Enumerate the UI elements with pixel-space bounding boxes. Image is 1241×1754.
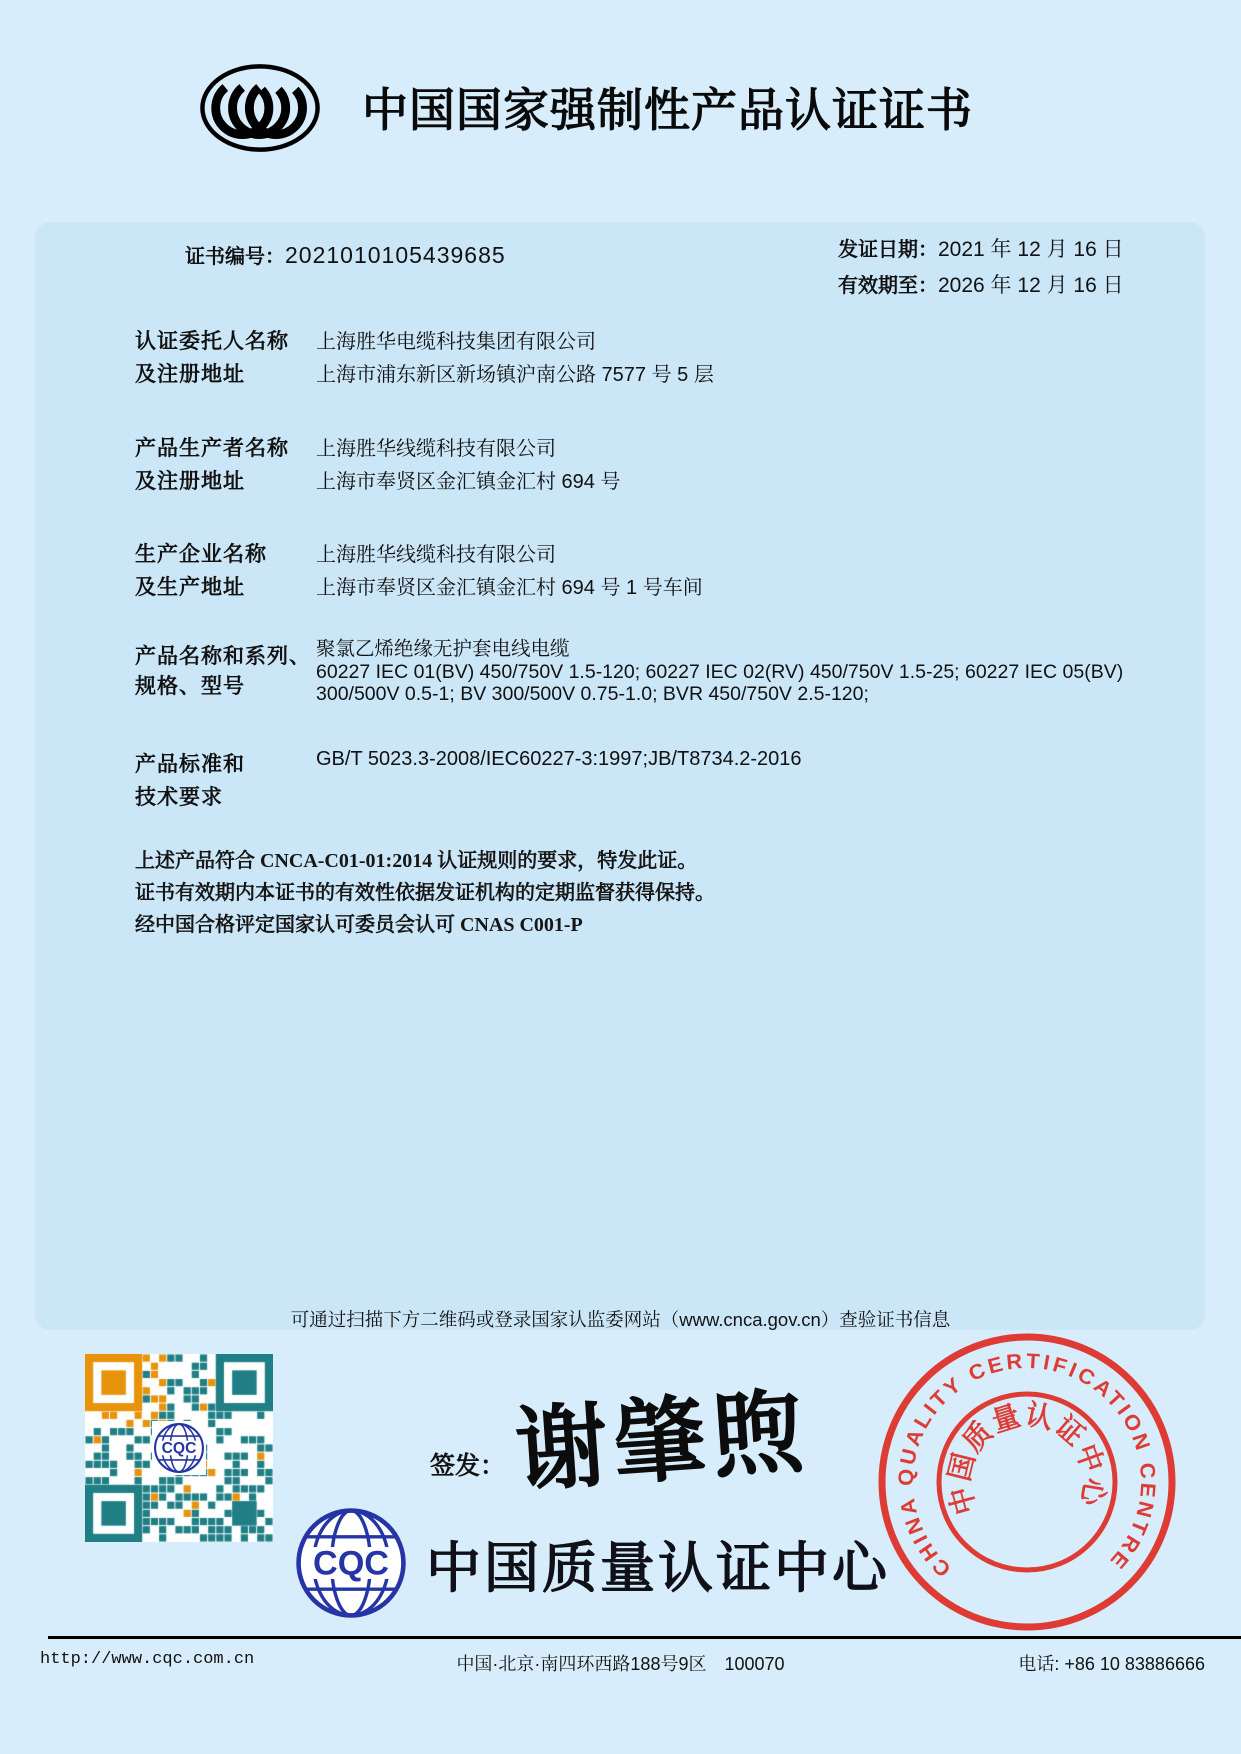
product-name-label: 产品名称和系列、 [135, 645, 311, 668]
manufacturer-address-label: 及生产地址 [135, 576, 245, 599]
applicant-address-label: 及注册地址 [135, 363, 245, 386]
footer-phone: 电话: +86 10 83886666 [1018, 1654, 1205, 1674]
seal-ring-text: CHINA QUALITY CERTIFICATION CENTRE [894, 1349, 1160, 1581]
product-spec-label: 规格、型号 [135, 675, 245, 698]
issue-date-value: 2021 年 12 月 16 日 [938, 238, 1124, 261]
manufacturer-address-value: 上海市奉贤区金汇镇金汇村 694 号 1 号车间 [316, 577, 703, 599]
svg-text:CHINA QUALITY CERTIFICATION CE [895, 1350, 1160, 1581]
applicant-address-value: 上海市浦东新区新场镇沪南公路 7577 号 5 层 [316, 364, 714, 386]
manufacturer-name-value: 上海胜华线缆科技有限公司 [316, 544, 556, 566]
expiry-date-label: 有效期至： [838, 275, 938, 297]
seal-inner-text: 中国质量认证中心 [943, 1398, 1111, 1518]
statement-line-2: 证书有效期内本证书的有效性依据发证机构的定期监督获得保持。 [135, 882, 715, 904]
standard-label-line2: 技术要求 [135, 786, 223, 809]
product-models [316, 638, 1168, 706]
signature-handwritten: 谢肇煦 [512, 1376, 813, 1506]
standard-value: GB/T 5023.3-2008/IEC60227-3:1997;JB/T8734.2-2016 [316, 748, 802, 770]
product-spec-value: 60227 IEC 01(BV) 450/750V 1.5-120; 60227 IEC 02(RV) 450/750V 1.5-25; 60227 IEC 05(BV) 300/500V 0.5-1; BV 300/500V 0.75-1.0; BVR 450/750V 2.5-120; [316, 660, 1124, 705]
ccc-mark-icon [198, 58, 322, 158]
qr-verification-note: 可通过扫描下方二维码或登录国家认监委网站（www.cnca.gov.cn）查验证书信息 [290, 1309, 951, 1330]
certificate-number-value: 2021010105439685 [285, 242, 506, 268]
certificate-number [185, 240, 506, 269]
cqc-name-text: 中国质量认证中心 [426, 1537, 891, 1599]
producer-name-label: 产品生产者名称 [135, 437, 289, 460]
statement-line-1: 上述产品符合 CNCA-C01-01:2014 认证规则的要求，特发此证。 [135, 850, 698, 872]
applicant-name-value: 上海胜华电缆科技集团有限公司 [316, 331, 596, 353]
issue-date [838, 233, 1124, 263]
manufacturer-name-label: 生产企业名称 [135, 543, 267, 566]
applicant-name-label: 认证委托人名称 [135, 330, 289, 353]
statement-line-3: 经中国合格评定国家认可委员会认可 CNAS C001-P [135, 914, 583, 936]
producer-address-value: 上海市奉贤区金汇镇金汇村 694 号 [316, 471, 621, 493]
producer-name-value: 上海胜华线缆科技有限公司 [316, 438, 556, 460]
cqc-globe-icon [294, 1506, 408, 1620]
standard-label-line1: 产品标准和 [135, 753, 245, 776]
qr-code-block [85, 1354, 273, 1542]
footer-address: 中国·北京·南四环西路188号9区 100070 [456, 1654, 785, 1674]
issue-date-label: 发证日期： [838, 239, 938, 261]
expiry-date [838, 269, 1124, 299]
producer-address-label: 及注册地址 [135, 470, 245, 493]
footer-divider [48, 1636, 1241, 1639]
certification-statements [135, 845, 1035, 941]
cqc-globe-small-icon [152, 1421, 206, 1475]
product-name-value: 聚氯乙烯绝缘无护套电线电缆 [316, 638, 570, 660]
footer-url: http://www.cqc.com.cn [40, 1650, 255, 1669]
signed-by-label: 签发： [430, 1453, 506, 1480]
cqc-red-seal [867, 1322, 1187, 1642]
page-title: 中国国家强制性产品认证证书 [362, 84, 973, 136]
certificate-number-label: 证书编号： [185, 246, 285, 268]
expiry-date-value: 2026 年 12 月 16 日 [938, 274, 1124, 297]
